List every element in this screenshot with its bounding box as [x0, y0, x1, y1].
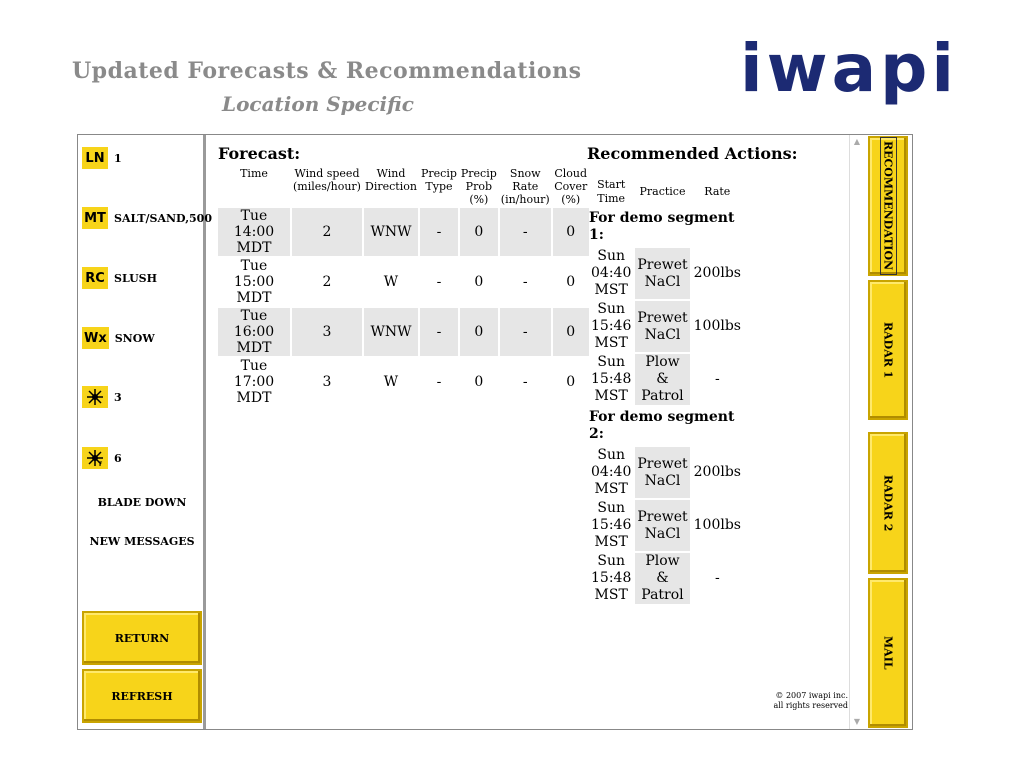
- table-row: [218, 258, 589, 306]
- new-messages-link[interactable]: NEW MESSAGES: [89, 535, 195, 548]
- rights-line: all rights reserved: [773, 701, 848, 710]
- cell-rate: 100lbs: [693, 517, 741, 533]
- page-subtitle: Location Specific: [222, 92, 414, 116]
- recommendations-header-row: [589, 178, 743, 206]
- rc-badge: RC: [82, 267, 108, 289]
- cell-wind-speed: 2: [292, 208, 362, 256]
- cell-wind-speed: 3: [292, 308, 362, 356]
- cell-wind-direction: WNW: [364, 308, 418, 356]
- cell-start-time: Sun 04:40 MST: [591, 248, 632, 298]
- tab-radar-2[interactable]: [868, 432, 908, 574]
- col-precip-type: Precip Type: [421, 167, 457, 193]
- sun-burst-t-icon: [82, 447, 108, 469]
- surface-temperature-value: 6: [114, 451, 122, 465]
- cell-cloud-cover: 0: [553, 208, 589, 256]
- table-row: [218, 308, 589, 356]
- copyright-line: © 2007 iwapi inc.: [775, 691, 848, 700]
- cell-start-time: Sun 15:48 MST: [591, 354, 632, 404]
- cell-start-time: Sun 15:46 MST: [591, 301, 632, 351]
- cell-wind-direction: W: [383, 374, 399, 390]
- temperature-value: 3: [114, 390, 122, 404]
- cell-practice: Plow & Patrol: [635, 553, 689, 604]
- segment-label: For demo segment 2:: [589, 409, 735, 442]
- tab-recommendation[interactable]: [868, 136, 908, 276]
- recommendations-table: [587, 176, 745, 606]
- road-condition-status: [82, 267, 157, 289]
- cell-snow-rate: -: [522, 374, 528, 390]
- tab-radar-2-label: RADAR 2: [881, 474, 895, 532]
- table-row: [589, 447, 743, 498]
- cell-time: Tue 14:00 MDT: [218, 208, 290, 256]
- cell-snow-rate: -: [522, 274, 528, 290]
- cell-snow-rate: -: [500, 308, 551, 356]
- surface-temperature-status: [82, 447, 122, 469]
- table-row: [589, 354, 743, 405]
- col-rate: Rate: [704, 185, 731, 198]
- cell-time: Tue 15:00 MDT: [233, 258, 275, 306]
- tab-mail-label: MAIL: [881, 636, 895, 670]
- cell-precip-prob: 0: [474, 374, 484, 390]
- scroll-down-icon[interactable]: ▼: [853, 717, 861, 726]
- tab-recommendation-label: RECOMMENDATION: [880, 137, 897, 274]
- table-row: [589, 301, 743, 352]
- cell-time: Tue 17:00 MDT: [233, 358, 275, 406]
- cell-snow-rate: -: [500, 208, 551, 256]
- cell-wind-speed: 2: [322, 274, 332, 290]
- col-wind-direction: Wind Direction: [365, 167, 417, 193]
- col-wind-speed: Wind speed (miles/hour): [293, 167, 361, 193]
- cell-time: Tue 16:00 MDT: [218, 308, 290, 356]
- lane-value: 1: [114, 151, 122, 165]
- table-row: [218, 358, 589, 406]
- forecast-heading: Forecast:: [218, 144, 301, 163]
- cell-start-time: Sun 15:46 MST: [591, 500, 632, 550]
- svg-text:T: T: [98, 461, 103, 467]
- weather-status: [82, 327, 155, 349]
- cell-practice: Prewet NaCl: [635, 301, 689, 352]
- cell-precip-prob: 0: [460, 208, 498, 256]
- col-cloud-cover: Cloud Cover (%): [554, 167, 588, 206]
- wx-badge: Wx: [82, 327, 109, 349]
- cell-precip-type: -: [436, 374, 442, 390]
- cell-practice: Prewet NaCl: [635, 500, 689, 551]
- cell-practice: Prewet NaCl: [635, 447, 689, 498]
- cell-wind-direction: W: [383, 274, 399, 290]
- weather-value: SNOW: [114, 331, 155, 345]
- road-condition-value: SLUSH: [114, 271, 158, 285]
- table-row: [589, 553, 743, 604]
- tab-radar-1-label: RADAR 1: [881, 321, 895, 379]
- cell-rate: 100lbs: [693, 318, 741, 334]
- col-start-time: Start Time: [597, 178, 626, 205]
- table-row: [589, 500, 743, 551]
- cell-rate: -: [714, 570, 720, 586]
- blade-down-status: BLADE DOWN: [97, 496, 187, 509]
- tab-mail[interactable]: [868, 578, 908, 728]
- temperature-status: [82, 386, 122, 408]
- cell-wind-direction: WNW: [364, 208, 418, 256]
- segment-row: [589, 407, 743, 445]
- col-snow-rate: Snow Rate (in/hour): [500, 167, 550, 206]
- cell-precip-type: -: [436, 274, 442, 290]
- recommendations-heading: Recommended Actions:: [587, 144, 798, 163]
- return-button[interactable]: RETURN: [82, 611, 202, 665]
- cell-cloud-cover: 0: [566, 374, 576, 390]
- col-practice: Practice: [639, 185, 686, 198]
- page-title: Updated Forecasts & Recommendations: [72, 58, 582, 84]
- sun-burst-icon: [82, 386, 108, 408]
- ln-badge: LN: [82, 147, 108, 169]
- cell-rate: -: [714, 371, 720, 387]
- cell-practice: Plow & Patrol: [635, 354, 689, 405]
- cell-rate: 200lbs: [693, 464, 741, 480]
- cell-practice: Prewet NaCl: [635, 248, 689, 299]
- forecast-table: [216, 165, 591, 408]
- copyright-notice: [760, 691, 848, 711]
- forecast-header-row: [218, 167, 589, 206]
- mt-badge: MT: [82, 207, 108, 229]
- table-row: [589, 248, 743, 299]
- segment-row: [589, 208, 743, 246]
- lane-status: [82, 147, 122, 169]
- cell-start-time: Sun 04:40 MST: [591, 447, 632, 497]
- material-value: SALT/SAND,500: [114, 211, 212, 225]
- cell-precip-type: -: [420, 308, 458, 356]
- segment-label: For demo segment 1:: [589, 210, 735, 243]
- tab-radar-1[interactable]: [868, 280, 908, 420]
- iwapi-logo: iwapi: [740, 30, 958, 107]
- cell-rate: 200lbs: [693, 265, 741, 281]
- cell-cloud-cover: 0: [566, 274, 576, 290]
- scroll-up-icon[interactable]: ▲: [853, 137, 861, 146]
- cell-precip-type: -: [420, 208, 458, 256]
- cell-wind-speed: 3: [322, 374, 332, 390]
- col-precip-prob: Precip Prob (%): [460, 167, 497, 206]
- cell-cloud-cover: 0: [553, 308, 589, 356]
- cell-precip-prob: 0: [474, 274, 484, 290]
- cell-precip-prob: 0: [460, 308, 498, 356]
- table-row: [218, 208, 589, 256]
- cell-start-time: Sun 15:48 MST: [591, 553, 632, 603]
- material-status: [82, 207, 212, 229]
- status-sidebar: [78, 135, 212, 729]
- vertical-scrollbar[interactable]: [849, 135, 865, 729]
- col-time: Time: [240, 167, 268, 180]
- refresh-button[interactable]: REFRESH: [82, 669, 202, 723]
